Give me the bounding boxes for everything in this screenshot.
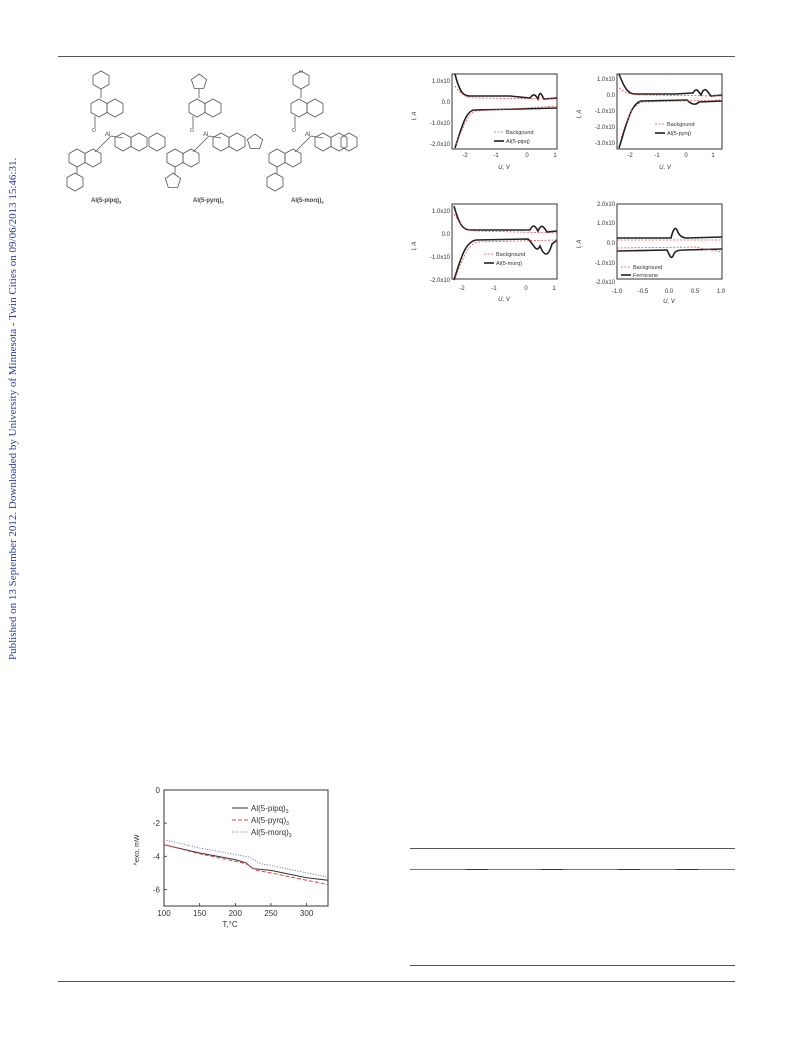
cv4-xtick: 1.0	[716, 289, 726, 295]
cv1-ylabel: I, A	[412, 111, 418, 121]
svg-text:Al(5-pyrq)3: $Al(5-pyrq)_3$	[193, 198, 224, 205]
cv-panel-pyrq	[575, 66, 735, 178]
download-notice	[3, 157, 21, 660]
top-rule	[58, 56, 735, 57]
cv1-xtick: -2	[462, 153, 468, 159]
structure-label-pyrq: Al(5-pyrq)	[193, 198, 222, 204]
cv4-ytick: 2.0x10	[596, 202, 615, 208]
dsc-xtick-label: 100	[157, 909, 171, 918]
cv1-xtick: 0	[525, 153, 529, 159]
cv4-ytick: -1.0x10	[594, 261, 615, 267]
cv1-legend-sample: Al(5-pipq)	[506, 139, 530, 145]
dsc-ytick-label: -4	[152, 852, 160, 862]
structure-pipq	[67, 71, 165, 205]
dsc-legend-label: $Al(5-pyrq)_3$	[251, 816, 289, 827]
dsc-plot-frame	[164, 790, 328, 906]
cv4-xtick: 0.5	[690, 289, 700, 295]
svg-text:O: O	[299, 70, 303, 75]
structure-pyrq	[165, 74, 262, 205]
cv-panel-pipq	[410, 66, 570, 178]
cv2-ytick: -1.0x10	[594, 109, 615, 115]
cv1-ytick: 0.0	[441, 100, 450, 106]
dsc-ytick-label: 0	[155, 786, 160, 795]
svg-text:O: O	[190, 128, 194, 134]
dsc-legend-label: $Al(5-morq)_3$	[251, 828, 292, 839]
cv2-xtick: 1	[711, 153, 715, 159]
cv2-xtick: -2	[627, 153, 633, 159]
svg-text:Al: Al	[305, 132, 311, 138]
table-top-rule	[410, 848, 735, 849]
dsc-xtick-label: 300	[299, 909, 314, 918]
cv2-xlabel: U, V	[659, 165, 671, 171]
cv1-xtick: 1	[553, 153, 557, 159]
cv1-legend-background: Backgound	[506, 130, 534, 136]
cv4-legend-sample: Ferrocene	[633, 273, 659, 279]
bottom-rule	[58, 981, 735, 982]
cv3-legend-background: Background	[496, 252, 526, 258]
cv1-ytick: 1.0x10	[431, 79, 450, 85]
cv4-ytick: 1.0x10	[596, 221, 615, 227]
cv-panel-morq	[410, 196, 570, 308]
cv3-xtick: 1	[552, 286, 556, 292]
cv2-xtick: 0	[684, 153, 688, 159]
structure-label-pipq: Al(5-pipq)	[91, 198, 119, 204]
svg-text:Al: Al	[105, 132, 111, 138]
cv2-ytick: 0.0	[606, 93, 615, 99]
dsc-chart	[130, 780, 340, 935]
dsc-legend-label: $Al(5-pipq)_3$	[251, 804, 289, 815]
dsc-xtick-label: 250	[264, 909, 278, 918]
cv2-xtick: -1	[654, 153, 660, 159]
dsc-series-line-2	[164, 840, 328, 877]
table-bottom-rule	[410, 965, 735, 966]
structure-label-morq: Al(5-morq)	[291, 198, 322, 204]
cv3-ytick: -2.0x10	[429, 278, 450, 284]
cv3-xtick: -1	[491, 286, 497, 292]
dsc-xlabel: T,°C	[222, 920, 238, 929]
table-col-rule-2	[541, 869, 563, 870]
cv3-legend-sample: Al(5-morq)	[496, 261, 522, 267]
structure-morq	[267, 70, 357, 205]
cv1-ytick: -2.0x10	[429, 142, 450, 148]
cv2-ylabel: I, A	[577, 109, 583, 119]
cv4-xtick: -0.5	[637, 289, 649, 295]
dsc-ytick-label: -6	[152, 885, 160, 895]
cv3-xtick: 0	[524, 286, 528, 292]
dsc-xtick-label: 200	[228, 909, 242, 918]
cv1-xlabel: U, V	[498, 165, 510, 171]
cv2-legend-sample: Al(5-pyrq)	[667, 131, 692, 137]
cv3-xtick: -2	[459, 286, 465, 292]
cv4-ytick: 0.0	[606, 241, 615, 247]
cv1-xtick: -1	[493, 153, 499, 159]
cv3-ylabel: I, A	[412, 241, 418, 251]
cv2-ytick: -2.0x10	[594, 125, 615, 131]
cv1-ytick: -1.0x10	[429, 121, 450, 127]
dsc-ytick-label: -2	[152, 819, 160, 829]
table-col-rule-1	[466, 869, 488, 870]
dsc-series-line-1	[164, 845, 328, 885]
table-col-rule-4	[676, 869, 698, 870]
dsc-ylabel: ^exo, mW	[134, 834, 141, 866]
cv3-ytick: 0.0	[441, 232, 450, 238]
cv4-xtick: 0.0	[664, 289, 674, 295]
chemical-structures-figure	[65, 70, 365, 210]
svg-text:Al(5-pipq)3: $Al(5-pipq)_3$	[91, 198, 122, 205]
svg-text:O: O	[292, 128, 296, 134]
cv3-ytick: 1.0x10	[431, 209, 450, 215]
cv-panel-ferrocene	[575, 196, 735, 308]
dsc-series-line-0	[164, 845, 328, 881]
cv2-ytick: -3.0x10	[594, 141, 615, 147]
cv3-ytick: -1.0x10	[429, 255, 450, 261]
cv2-legend-background: Backgound	[667, 122, 695, 128]
table-col-rule-3	[618, 869, 640, 870]
download-notice-text[interactable]: Published on 13 September 2012. Downloaded by University of Minnesota - Twin Cities on 09/06/2013 15:46:31.	[7, 157, 19, 660]
cv3-xlabel: U, V	[498, 297, 510, 303]
svg-text:Al: Al	[203, 132, 209, 138]
cv4-xlabel: U, V	[663, 299, 675, 305]
cv4-ylabel: I, A	[577, 239, 583, 249]
dsc-xtick-label: 150	[192, 909, 207, 918]
cv2-ytick: 1.0x10	[596, 77, 615, 83]
cv4-xtick: -1.0	[611, 289, 623, 295]
cv4-ytick: -2.0x10	[594, 280, 615, 286]
cv4-legend-background: Background	[633, 265, 663, 271]
svg-text:O: O	[92, 128, 96, 134]
svg-text:Al(5-morq)3: $Al(5-morq)_3$	[291, 198, 324, 205]
